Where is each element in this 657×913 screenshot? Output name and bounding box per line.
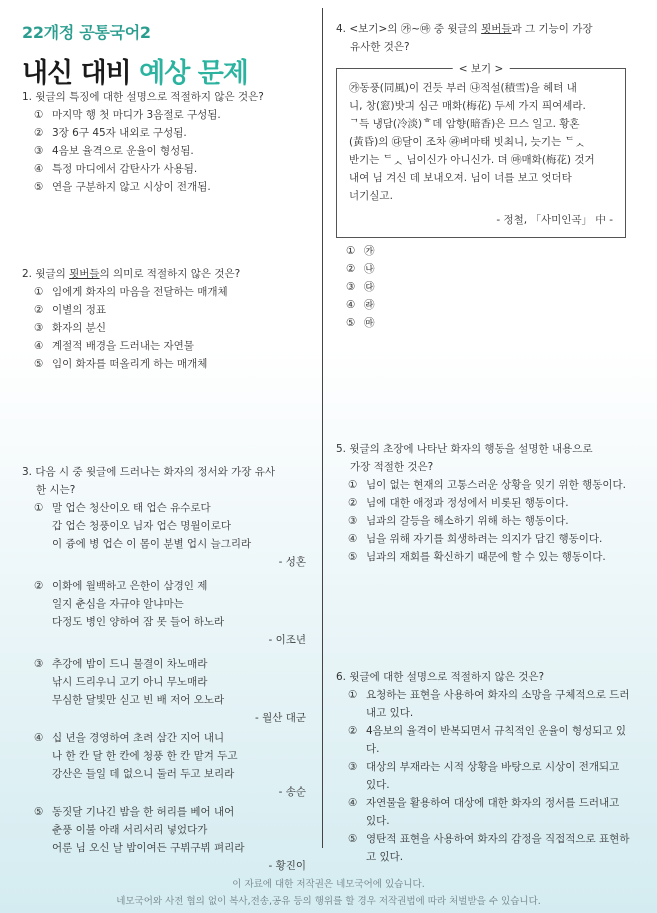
poem-line: 십 년을 경영하여 초려 삼간 지어 내니 <box>52 732 225 744</box>
poem-line: 강산은 들일 데 없으니 둘러 두고 보리라 <box>52 768 235 780</box>
choice[interactable] <box>348 548 632 566</box>
poem-author: - 황진이 <box>268 860 306 872</box>
underlined-term: 묏버들 <box>69 268 100 280</box>
stem-line: 3. 다음 시 중 윗글에 드러나는 화자의 정서와 가장 유사 <box>22 466 276 478</box>
choice[interactable] <box>34 319 312 337</box>
choice[interactable] <box>348 758 632 794</box>
choice-text: 님과의 갈등을 해소하기 위해 하는 행동이다. <box>366 515 569 527</box>
choice[interactable] <box>346 260 632 278</box>
choice[interactable] <box>34 178 312 196</box>
poem-line: 이 즁에 병 업슨 이 몸이 분별 업시 늘그리라 <box>52 538 252 550</box>
question-3 <box>22 463 312 875</box>
stem-text: 4. <보기>의 ㉮~㉲ 중 윗글의 <box>336 23 482 35</box>
choice-mark: ③ <box>348 515 358 527</box>
bogi-line: 반기는 ᄃᆺ 님이신가 아니신가. 뎌 ㉲매화(梅花) 것거 <box>349 154 595 166</box>
choice-mark: ② <box>34 127 44 139</box>
poem-choice[interactable] <box>34 655 312 727</box>
question-3-stem <box>22 463 312 499</box>
footer-line: 네모국어와 사전 협의 없이 복사,전송,공유 등의 행위를 할 경우 저작권법에 따라 처벌받을 수 있습니다. <box>116 896 541 907</box>
stem-text: 의 의미로 적절하지 않은 것은? <box>99 268 241 280</box>
choice[interactable] <box>34 106 312 124</box>
poem-line: 이화에 월백하고 은한이 삼경인 제 <box>52 580 208 592</box>
question-2-stem <box>22 265 312 283</box>
choice-text: 님을 위해 자기를 희생하려는 의지가 담긴 행동이다. <box>366 533 603 545</box>
question-6-choices <box>348 686 632 866</box>
choice[interactable] <box>34 160 312 178</box>
choice[interactable] <box>348 512 632 530</box>
column-divider <box>322 8 323 848</box>
poem-author: - 이조년 <box>268 634 306 646</box>
choice-text: 임에게 화자의 마음을 전달하는 매개체 <box>52 286 228 298</box>
choice-text: 마지막 행 첫 마디가 3음절로 구성됨. <box>52 109 221 121</box>
choice-mark: ⑤ <box>346 317 356 329</box>
bogi-label: < 보기 > <box>453 60 510 78</box>
choice-text: 님이 없는 현재의 고통스러운 상황을 잊기 위한 행동이다. <box>366 479 626 491</box>
choice-mark: ① <box>348 689 358 701</box>
bogi-box <box>336 63 626 238</box>
choice-text: ㉱ <box>364 299 375 311</box>
choice-mark: ④ <box>348 797 358 809</box>
question-1-choices <box>34 106 312 196</box>
bogi-line: 너기실고. <box>349 190 393 202</box>
question-2-choices <box>34 283 312 373</box>
choice-mark: ③ <box>34 322 44 334</box>
poem-line: 낚시 드리우니 고기 아니 무노매라 <box>52 676 208 688</box>
poem-author: - 성혼 <box>278 556 306 568</box>
choice[interactable] <box>348 530 632 548</box>
poem-choice[interactable] <box>34 729 312 801</box>
bogi-source: - 정철, 「사미인곡」 中 - <box>496 214 613 226</box>
poem-author: - 월산 대군 <box>254 712 306 724</box>
stem-line: 가장 적절한 것은? <box>350 461 434 473</box>
choice-mark: ④ <box>34 732 44 744</box>
choice[interactable] <box>34 124 312 142</box>
choice[interactable] <box>348 494 632 512</box>
title-accent: 예상 문제 <box>139 58 248 89</box>
choice-text: 님과의 재회를 확신하기 때문에 할 수 있는 행동이다. <box>366 551 606 563</box>
choice-text: 특정 마디에서 감탄사가 사용됨. <box>52 163 198 175</box>
choice-text: 대상의 부재라는 시적 상황을 바탕으로 시상이 전개되고 있다. <box>366 761 620 791</box>
choice-mark: ⑤ <box>348 833 358 845</box>
choice-text: 3장 6구 45자 내외로 구성됨. <box>52 127 187 139</box>
bogi-line: ㉮동풍(同風)이 건듯 부러 ㉯적설(積雪)을 헤텨 내 <box>349 82 577 94</box>
question-5-choices <box>348 476 632 566</box>
choice-text: 화자의 분신 <box>52 322 107 334</box>
choice-mark: ④ <box>34 340 44 352</box>
poem-line: 동짓달 기나긴 밤을 한 허리를 베어 내어 <box>52 806 235 818</box>
bogi-text <box>349 79 613 205</box>
poem-line: 다정도 병인 양하여 잠 못 들어 하노라 <box>52 616 225 628</box>
choice[interactable] <box>348 830 632 866</box>
choice[interactable] <box>346 278 632 296</box>
choice-mark: ① <box>346 245 356 257</box>
choice-text: 자연물을 활용하여 대상에 대한 화자의 정서를 드러내고 있다. <box>366 797 620 827</box>
choice-mark: ⑤ <box>34 181 44 193</box>
choice[interactable] <box>34 355 312 373</box>
choice-text: 요청하는 표현을 사용하여 화자의 소망을 구체적으로 드러내고 있다. <box>366 689 630 719</box>
question-4-choices <box>336 242 632 332</box>
poem-line: 갑 업슨 청풍이오 님자 업슨 명월이로다 <box>52 520 231 532</box>
choice-mark: ⑤ <box>34 358 44 370</box>
choice-mark: ② <box>348 497 358 509</box>
bogi-line: 니, 창(窓)밧긔 심근 매화(梅花) 두세 가지 픠여셰라. <box>349 100 586 112</box>
stem-text: 과 그 기능이 가장 <box>511 23 593 35</box>
question-1 <box>22 88 312 196</box>
choice-mark: ③ <box>348 761 358 773</box>
poem-line: 어룬 님 오신 날 밤이여든 구뷔구뷔 펴리라 <box>52 842 245 854</box>
choice-mark: ③ <box>34 145 44 157</box>
choice-text: 4음보 율격으로 운율이 형성됨. <box>52 145 194 157</box>
choice[interactable] <box>348 476 632 494</box>
choice-text: 계절적 배경을 드러내는 자연물 <box>52 340 194 352</box>
choice-mark: ④ <box>346 299 356 311</box>
choice-text: 님에 대한 애정과 정성에서 비롯된 행동이다. <box>366 497 569 509</box>
choice[interactable] <box>346 314 632 332</box>
choice-mark: ⑤ <box>34 806 44 818</box>
choice-text: 연을 구분하지 않고 시상이 전개됨. <box>52 181 211 193</box>
copyright-footer <box>0 876 657 910</box>
poem-line: 나 한 칸 달 한 칸에 청풍 한 칸 맡겨 두고 <box>52 750 238 762</box>
choice[interactable] <box>346 296 632 314</box>
question-2 <box>22 265 312 373</box>
choice-mark: ① <box>34 286 44 298</box>
choice[interactable] <box>348 722 632 758</box>
choice-list <box>346 242 632 332</box>
header <box>22 20 248 90</box>
stem-line: 한 시는? <box>36 484 76 496</box>
choice[interactable] <box>34 301 312 319</box>
poem-author: - 송순 <box>278 786 306 798</box>
choice-text: 4음보의 율격이 반복되면서 규칙적인 운율이 형성되고 있다. <box>366 725 626 755</box>
question-5 <box>336 440 632 566</box>
poem-line: 무심한 달빛만 싣고 빈 배 저어 오노라 <box>52 694 225 706</box>
choice[interactable] <box>34 142 312 160</box>
question-6 <box>336 668 632 866</box>
question-3-choices <box>34 499 312 875</box>
choice-mark: ① <box>348 479 358 491</box>
stem-line: 6. 윗글에 대한 설명으로 적절하지 않은 것은? <box>336 671 545 683</box>
poem-line: 춘풍 이불 아래 서리서리 넣었다가 <box>52 824 208 836</box>
choice-mark: ② <box>34 304 44 316</box>
poem-line: 말 업슨 청산이오 태 업슨 유수로다 <box>52 502 211 514</box>
choice-mark: ② <box>348 725 358 737</box>
choice-mark: ⑤ <box>348 551 358 563</box>
page-title <box>22 51 248 90</box>
choice-mark: ① <box>34 109 44 121</box>
choice-text: 임이 화자를 떠올리게 하는 매개체 <box>52 358 208 370</box>
choice-text: 영탄적 표현을 사용하여 화자의 감정을 직접적으로 표현하고 있다. <box>366 833 630 863</box>
choice-mark: ③ <box>346 281 356 293</box>
underlined-term: 묏버들 <box>481 23 512 35</box>
choice[interactable] <box>348 686 632 722</box>
poem-line: 추강에 밤이 드니 물결이 차노매라 <box>52 658 208 670</box>
choice-mark: ② <box>346 263 356 275</box>
choice-text: 이별의 정표 <box>52 304 107 316</box>
bogi-line: (黃昏)의 ㉰달이 조차 ㉱벼마태 빗최니, 늣기는 ᄃᆺ <box>349 136 585 148</box>
choice[interactable] <box>34 283 312 301</box>
footer-line: 이 자료에 대한 저작권은 네모국어에 있습니다. <box>232 879 425 890</box>
choice[interactable] <box>34 337 312 355</box>
choice-mark: ③ <box>34 658 44 670</box>
choice-mark: ② <box>34 580 44 592</box>
poem-choice[interactable] <box>34 499 312 571</box>
poem-choice[interactable] <box>34 577 312 649</box>
choice-mark: ④ <box>34 163 44 175</box>
choice[interactable] <box>346 242 632 260</box>
bogi-line: ᄀ득 냉담(冷淡)ᄒ데 암향(暗香)은 므스 일고. 황혼 <box>349 118 580 130</box>
choice-text: ㉲ <box>364 317 375 329</box>
stem-text: 2. 윗글의 <box>22 268 70 280</box>
choice-text: ㉯ <box>364 263 375 275</box>
choice-text: ㉰ <box>364 281 375 293</box>
question-4-stem <box>336 20 632 38</box>
question-4 <box>336 20 632 56</box>
choice-mark: ① <box>34 502 44 514</box>
stem-line: 5. 윗글의 초장에 나타난 화자의 행동을 설명한 내용으로 <box>336 443 593 455</box>
stem-line: 유사한 것은? <box>350 41 410 53</box>
choice-text: ㉮ <box>364 245 375 257</box>
poem-choice[interactable] <box>34 803 312 875</box>
poem-line: 일지 춘심을 자규야 알냐마는 <box>52 598 184 610</box>
subtitle: 22개정 공통국어2 <box>22 23 151 42</box>
choice[interactable] <box>348 794 632 830</box>
title-main: 내신 대비 <box>22 58 140 89</box>
choice-mark: ④ <box>348 533 358 545</box>
question-1-stem: 1. 윗글의 특징에 대한 설명으로 적절하지 않은 것은? <box>22 91 264 103</box>
bogi-line: 내여 님 겨신 데 보내오져. 님이 너를 보고 엇더타 <box>349 172 572 184</box>
